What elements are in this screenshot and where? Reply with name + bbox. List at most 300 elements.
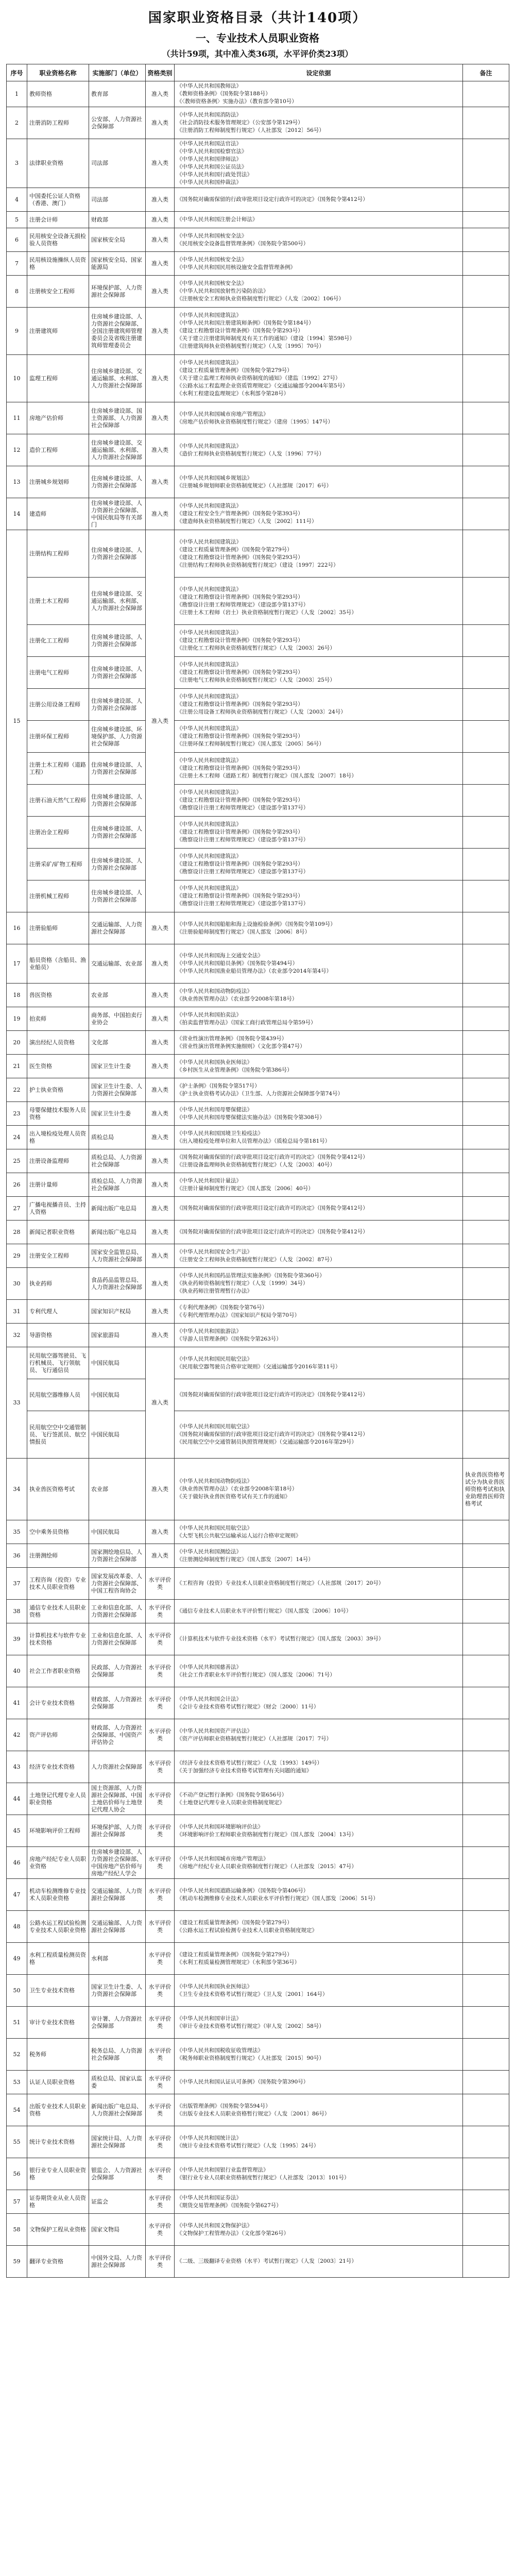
basis-cell	[175, 657, 463, 689]
basis-line: 《教师资格条例》（国务院令第188号）	[177, 91, 271, 97]
table-row	[7, 1244, 509, 1268]
basis-cell	[175, 2071, 463, 2094]
basis-line: 《环境影响评价工程师职业资格制度暂行规定》（国人部发〔2004〕13号）	[177, 1831, 357, 1838]
qualification-name: 拍卖师	[27, 1007, 89, 1031]
implementing-dept: 新闻出版广电总局	[89, 1197, 146, 1221]
basis-line: 《勘察设计注册工程师管理规定》（建设部令第137号）	[177, 869, 309, 875]
note-cell	[463, 944, 509, 984]
basis-line: 《建设工程勘察设计管理条例》（国务院令第293号）	[177, 701, 303, 707]
implementing-dept: 教育部	[89, 81, 146, 107]
row-number: 54	[7, 2094, 27, 2126]
implementing-dept: 交通运输部、人力资源社会保障部	[89, 1911, 146, 1943]
basis-cell	[175, 498, 463, 530]
qualification-name: 兽医资格	[27, 984, 89, 1007]
implementing-dept: 住房城乡建设部、人力资源社会保障部	[89, 817, 146, 849]
basis-line: 《中华人民共和国渔业船员管理办法》（农业部令2014年第4号）	[177, 968, 332, 974]
row-number: 53	[7, 2071, 27, 2094]
note-cell	[463, 1411, 509, 1459]
basis-line: 《统计专业技术资格考试暂行规定》（人发〔1995〕24号）	[177, 2142, 319, 2149]
qualification-name: 建造师	[27, 498, 89, 530]
row-number: 21	[7, 1055, 27, 1078]
table-row	[7, 2039, 509, 2071]
basis-line: 《勘察设计注册工程师管理规定》（建设部令第137号）	[177, 805, 309, 811]
basis-line: 《中华人民共和国银行业监督管理法》	[177, 2166, 269, 2173]
basis-line: 《勘察设计注册工程师管理规定》（建设部令第137号）	[177, 837, 309, 843]
basis-line: 《建设工程质量管理条例》（国务院令第279号）	[177, 1919, 293, 1926]
basis-cell	[175, 1324, 463, 1347]
basis-cell	[175, 1751, 463, 1783]
implementing-dept: 农业部	[89, 1459, 146, 1520]
basis-line: 《中华人民共和国行政处罚法》	[177, 172, 252, 178]
note-cell	[463, 1347, 509, 1379]
note-cell	[463, 1943, 509, 1975]
basis-line: 《工程咨询（投资）专业技术人员职业资格制度暂行规定》（人社部规〔2017〕20号）	[177, 1580, 384, 1586]
qualification-type: 水平评价类	[146, 2094, 175, 2126]
row-number: 38	[7, 1600, 27, 1623]
basis-line: 《执业兽医管理办法》（农业部令2008年第18号）	[177, 1486, 298, 1492]
basis-line: 《中华人民共和国统计法》	[177, 2134, 242, 2141]
table-row	[7, 2246, 509, 2278]
basis-cell	[175, 1783, 463, 1815]
qualification-type: 准入类	[146, 1268, 175, 1300]
row-number: 20	[7, 1031, 27, 1055]
note-cell	[463, 2214, 509, 2246]
qualification-type: 准入类	[146, 308, 175, 355]
note-cell	[463, 530, 509, 578]
basis-line: 《中华人民共和国建筑法》	[177, 630, 242, 636]
implementing-dept: 财政部	[89, 212, 146, 228]
basis-cell	[175, 625, 463, 657]
basis-line: 《经济专业技术资格考试暂行规定》（人发〔1993〕149号）	[177, 1759, 323, 1766]
row-number: 55	[7, 2126, 27, 2158]
table-row	[7, 188, 509, 212]
table-row	[7, 1347, 509, 1379]
note-cell	[463, 81, 509, 107]
basis-line: 《中华人民共和国核安全法》	[177, 256, 247, 263]
basis-cell	[175, 2158, 463, 2190]
qualification-type: 准入类	[146, 1300, 175, 1324]
note-cell	[463, 2039, 509, 2071]
basis-line: 《注册设备监理师执业资格制度暂行规定》（人发〔2003〕40号）	[177, 1161, 335, 1168]
qualification-name: 经济专业技术资格	[27, 1751, 89, 1783]
note-cell	[463, 849, 509, 880]
table-row	[7, 1102, 509, 1126]
implementing-dept: 国家卫生计生委、人力资源社会保障部	[89, 1975, 146, 2007]
row-number: 26	[7, 1173, 27, 1197]
basis-line: 《中华人民共和国船舶和海上设施检验条例》（国务院令第109号）	[177, 921, 336, 927]
basis-cell	[175, 1847, 463, 1879]
basis-line: 《建设工程勘察设计管理条例》（国务院令第293号）	[177, 797, 303, 803]
basis-line: 《注册测绘师制度暂行规定》（国人部发〔2007〕14号）	[177, 1556, 314, 1563]
basis-cell	[175, 1623, 463, 1655]
basis-cell	[175, 466, 463, 498]
table-row	[7, 1520, 509, 1544]
basis-line: 《公路水运工程试验检测专业技术人员职业资格制度规定》	[177, 1927, 317, 1934]
basis-cell	[175, 1568, 463, 1600]
table-row	[7, 1324, 509, 1347]
table-row	[7, 276, 509, 308]
note-cell	[463, 1126, 509, 1149]
basis-cell	[175, 2126, 463, 2158]
qualification-table	[6, 64, 509, 2278]
qualification-type: 准入类	[146, 1197, 175, 1221]
qualification-name: 执业药师	[27, 1268, 89, 1300]
implementing-dept: 国家卫生计生委	[89, 1102, 146, 1126]
implementing-dept: 住房城乡建设部、人力资源社会保障部	[89, 785, 146, 817]
note-cell	[463, 753, 509, 785]
basis-line: 《营业性演出管理条例实施细则》（文化部令第47号）	[177, 1043, 305, 1049]
qualification-name: 环境影响评价工程师	[27, 1815, 89, 1847]
row-number: 4	[7, 188, 27, 212]
row-number: 45	[7, 1815, 27, 1847]
implementing-dept: 国家知识产权局	[89, 1300, 146, 1324]
basis-line: 《不动产登记暂行条例》（国务院令第656号）	[177, 1791, 287, 1798]
qualification-type: 准入类	[146, 1149, 175, 1173]
qualification-type: 准入类	[146, 276, 175, 308]
basis-line: 《卫生专业技术资格考试暂行规定》（卫人发〔2001〕164号）	[177, 1991, 328, 1997]
row-number: 30	[7, 1268, 27, 1300]
basis-cell	[175, 1197, 463, 1221]
row-number: 24	[7, 1126, 27, 1149]
basis-cell	[175, 308, 463, 355]
implementing-dept: 质检总局、国家认监委	[89, 2071, 146, 2094]
implementing-dept: 住房城乡建设部、人力资源社会保障部	[89, 689, 146, 721]
implementing-dept: 国家旅游局	[89, 1324, 146, 1347]
qualification-name: 监理工程师	[27, 355, 89, 402]
basis-line: 《中华人民共和国慈善法》	[177, 1664, 242, 1670]
basis-line: 《中华人民共和国法官法》	[177, 141, 242, 147]
row-number: 49	[7, 1943, 27, 1975]
basis-line: 《注册计量师制度暂行规定》（国人部发〔2006〕40号）	[177, 1185, 314, 1192]
basis-line: 《中华人民共和国仲裁法》	[177, 179, 242, 185]
table-row	[7, 912, 509, 944]
basis-line: 《中华人民共和国民用核设施安全监督管理条例》	[177, 264, 296, 270]
basis-line: 《中华人民共和国执业医师法》	[177, 1059, 252, 1065]
basis-line: 《建设工程质量管理条例》（国务院令第279号）	[177, 367, 293, 374]
table-row	[7, 139, 509, 188]
row-number: 43	[7, 1751, 27, 1783]
qualification-name: 注册土木工程师	[27, 578, 89, 625]
basis-line: 《注册土木工程师（道路工程）制度暂行规定》（国人部发〔2007〕18号）	[177, 773, 357, 779]
qualification-name: 出入境检疫处理人员资格	[27, 1126, 89, 1149]
basis-cell	[175, 1459, 463, 1520]
basis-line: 《税务师职业资格制度暂行规定》（人社部发〔2015〕90号）	[177, 2055, 324, 2061]
implementing-dept: 税务总局、人力资源社会保障部	[89, 2039, 146, 2071]
note-cell	[463, 1078, 509, 1102]
table-row	[7, 252, 509, 276]
basis-line: 《中华人民共和国律师法》	[177, 156, 242, 162]
table-row	[7, 1055, 509, 1078]
basis-line: 《建造师执业资格制度暂行规定》（人发〔2002〕111号）	[177, 518, 317, 524]
qualification-name: 卫生专业技术资格	[27, 1975, 89, 2007]
row-number: 28	[7, 1221, 27, 1244]
implementing-dept: 住房城乡建设部、交通运输部、水利部、人力资源社会保障部	[89, 578, 146, 625]
note-cell	[463, 355, 509, 402]
basis-line: 《审计专业技术资格考试暂行规定》（审人发〔2002〕58号）	[177, 2023, 324, 2029]
basis-cell	[175, 1078, 463, 1102]
note-cell	[463, 1149, 509, 1173]
qualification-name: 法律职业资格	[27, 139, 89, 188]
qualification-name: 注册建筑师	[27, 308, 89, 355]
qualification-type: 水平评价类	[146, 1975, 175, 2007]
basis-line: 《建设工程勘察设计管理条例》（国务院令第293号）	[177, 594, 303, 600]
basis-line: 《中华人民共和国城乡规划法》	[177, 474, 252, 481]
qualification-type: 准入类	[146, 252, 175, 276]
implementing-dept: 国家文物局	[89, 2214, 146, 2246]
basis-cell	[175, 753, 463, 785]
row-number: 46	[7, 1847, 27, 1879]
implementing-dept: 住房城乡建设部、交通运输部、水利部、人力资源社会保障部	[89, 434, 146, 466]
row-number: 3	[7, 139, 27, 188]
table-body	[7, 81, 509, 2278]
table-row	[7, 1623, 509, 1655]
qualification-name: 广播电视播音员、主持人资格	[27, 1197, 89, 1221]
basis-line: 《中华人民共和国建筑法》	[177, 538, 242, 545]
table-row	[7, 1943, 509, 1975]
row-number: 17	[7, 944, 27, 984]
qualification-type: 准入类	[146, 1055, 175, 1078]
qualification-name: 社会工作者职业资格	[27, 1655, 89, 1687]
basis-line: 《勘察设计注册工程师管理规定》（建设部令第137号）	[177, 601, 309, 608]
table-row	[7, 1379, 509, 1411]
note-cell	[463, 1221, 509, 1244]
basis-line: 《注册结构工程师执业资格制度暂行规定》（建设〔1997〕222号）	[177, 562, 339, 568]
qualification-type: 准入类	[146, 1126, 175, 1149]
basis-line: 《中华人民共和国建筑法》	[177, 312, 242, 318]
row-number: 31	[7, 1300, 27, 1324]
note-cell	[463, 1007, 509, 1031]
table-row	[7, 721, 509, 753]
qualification-name: 注册会计师	[27, 212, 89, 228]
qualification-name: 通信专业技术人员职业资格	[27, 1600, 89, 1623]
basis-line: 《中华人民共和国建筑法》	[177, 757, 242, 764]
basis-cell	[175, 1911, 463, 1943]
basis-line: 《中华人民共和国国境卫生检疫法》	[177, 1130, 263, 1137]
qualification-name: 公路水运工程试验检测专业技术人员职业资格	[27, 1911, 89, 1943]
basis-line: 《中华人民共和国环境影响评价法》	[177, 1823, 263, 1830]
table-row	[7, 1687, 509, 1719]
qualification-name: 执业兽医资格考试	[27, 1459, 89, 1520]
basis-cell	[175, 1943, 463, 1975]
implementing-dept: 司法部	[89, 139, 146, 188]
qualification-name: 民用航空器维修人员	[27, 1379, 89, 1411]
note-cell	[463, 1623, 509, 1655]
note-cell	[463, 308, 509, 355]
row-number: 27	[7, 1197, 27, 1221]
basis-cell	[175, 984, 463, 1007]
table-row	[7, 1126, 509, 1149]
basis-line: 《中华人民共和国注册会计师法》	[177, 216, 258, 223]
note-cell	[463, 2126, 509, 2158]
basis-line: 《建设工程勘察设计管理条例》（国务院令第293号）	[177, 637, 303, 643]
basis-line: 《中华人民共和国建筑法》	[177, 853, 242, 859]
basis-cell	[175, 1007, 463, 1031]
note-cell	[463, 1911, 509, 1943]
note-cell	[463, 1975, 509, 2007]
implementing-dept: 环境保护部、人力资源社会保障部	[89, 276, 146, 308]
basis-line: 《房地产经纪专业人员职业资格制度暂行规定》（人社部发〔2015〕47号）	[177, 1863, 357, 1870]
implementing-dept: 住房城乡建设部、人力资源社会保障部	[89, 657, 146, 689]
table-row	[7, 1221, 509, 1244]
qualification-type: 准入类	[146, 1459, 175, 1520]
implementing-dept: 国土资源部、人力资源社会保障部、中国土地估价师与土地登记代理人协会	[89, 1783, 146, 1815]
qualification-name: 护士执业资格	[27, 1078, 89, 1102]
qualification-type: 水平评价类	[146, 1911, 175, 1943]
basis-line: 《建设工程勘察设计管理条例》（国务院令第293号）	[177, 765, 303, 771]
basis-line: 《中华人民共和国建筑法》	[177, 586, 242, 592]
basis-line: 《中华人民共和国建筑法》	[177, 821, 242, 827]
implementing-dept: 交通运输部、人力资源社会保障部	[89, 912, 146, 944]
implementing-dept: 国家卫生计生委	[89, 1055, 146, 1078]
note-cell	[463, 1268, 509, 1300]
basis-line: 《注册土木工程师（岩土）执业资格制度暂行规定》（人发〔2002〕35号）	[177, 609, 357, 616]
implementing-dept: 住房城乡建设部、人力资源社会保障部	[89, 880, 146, 912]
implementing-dept: 银监会、人力资源社会保障部	[89, 2158, 146, 2190]
basis-line: 《中华人民共和国检察官法》	[177, 148, 247, 155]
qualification-type: 水平评价类	[146, 1600, 175, 1623]
table-row	[7, 107, 509, 139]
basis-cell	[175, 402, 463, 434]
basis-line: 《国务院对确需保留的行政审批项目设定行政许可的决定》（国务院令第412号）	[177, 1431, 368, 1437]
basis-cell	[175, 139, 463, 188]
header-type: 资格类别	[146, 64, 175, 81]
basis-cell	[175, 1268, 463, 1300]
row-number: 47	[7, 1879, 27, 1911]
implementing-dept: 中国民航局	[89, 1347, 146, 1379]
basis-line: 《中华人民共和国核安全法》	[177, 232, 247, 239]
qualification-name: 教师资格	[27, 81, 89, 107]
note-cell	[463, 2007, 509, 2039]
basis-cell	[175, 530, 463, 578]
qualification-type: 水平评价类	[146, 2126, 175, 2158]
basis-cell	[175, 1600, 463, 1623]
implementing-dept: 住房城乡建设部、人力资源社会保障部、全国注册建筑师管理委员会及省级注册建筑师管理委员会	[89, 308, 146, 355]
qualification-type: 准入类	[146, 1007, 175, 1031]
table-row	[7, 1149, 509, 1173]
implementing-dept: 食品药品监管总局、人力资源社会保障部	[89, 1268, 146, 1300]
note-cell	[463, 1655, 509, 1687]
qualification-name: 注册消防工程师	[27, 107, 89, 139]
table-row	[7, 2071, 509, 2094]
basis-line: 《注册建筑师执业资格制度暂行规定》（人发〔1995〕70号）	[177, 343, 324, 349]
row-number: 58	[7, 2214, 27, 2246]
implementing-dept: 质检总局	[89, 1126, 146, 1149]
basis-line: 《资产评估师职业资格制度暂行规定》（人社部规〔2017〕7号）	[177, 1735, 332, 1742]
basis-line: 《关于建立注册建筑师制度及有关工作的通知》（建设〔1994〕第598号）	[177, 335, 355, 342]
basis-line: 《中华人民共和国认证认可条例》（国务院令第390号）	[177, 2079, 309, 2085]
basis-line: 《中华人民共和国文物保护法》	[177, 2222, 252, 2229]
implementing-dept: 水利部	[89, 1943, 146, 1975]
note-cell	[463, 2071, 509, 2094]
qualification-name: 机动车检测维修专业技术人员职业资格	[27, 1879, 89, 1911]
basis-line: 《护士条例》（国务院令第517号）	[177, 1082, 260, 1089]
qualification-type: 水平评价类	[146, 2214, 175, 2246]
basis-cell	[175, 2214, 463, 2246]
table-row	[7, 530, 509, 578]
table-row	[7, 1568, 509, 1600]
table-row	[7, 2126, 509, 2158]
basis-line: 《国务院对确需保留的行政审批项目设定行政许可的决定》（国务院令第412号）	[177, 1154, 368, 1160]
table-row	[7, 849, 509, 880]
table-row	[7, 1078, 509, 1102]
basis-line: 《注册化工工程师执业资格制度暂行规定》（人发〔2003〕26号）	[177, 645, 335, 651]
row-number: 41	[7, 1687, 27, 1719]
implementing-dept: 工业和信息化部、人力资源社会保障部	[89, 1600, 146, 1623]
implementing-dept: 住房城乡建设部、国土资源部、人力资源社会保障部	[89, 402, 146, 434]
qualification-name: 注册环保工程师	[27, 721, 89, 753]
note-cell	[463, 188, 509, 212]
basis-line: 《注册公用设备工程师执业资格制度暂行规定》（人发〔2003〕24号）	[177, 709, 346, 715]
qualification-name: 房地产经纪专业人员职业资格	[27, 1847, 89, 1879]
basis-line: 《中华人民共和国资产评估法》	[177, 1727, 252, 1734]
qualification-name: 统计专业技术资格	[27, 2126, 89, 2158]
qualification-name: 翻译专业资格	[27, 2246, 89, 2278]
basis-line: 《造价工程师执业资格制度暂行规定》（人发〔1996〕77号）	[177, 450, 324, 457]
table-row	[7, 1600, 509, 1623]
qualification-name: 土地登记代理专业人员职业资格	[27, 1783, 89, 1815]
basis-cell	[175, 1126, 463, 1149]
basis-line: 《注册城乡规划师职业资格制度规定》（人社部规〔2017〕6号）	[177, 482, 332, 489]
row-number: 52	[7, 2039, 27, 2071]
basis-cell	[175, 434, 463, 466]
note-cell	[463, 1751, 509, 1783]
basis-line: 《关于加强经济专业技术资格考试管理有关问题的通知》	[177, 1767, 312, 1774]
basis-cell	[175, 912, 463, 944]
note-cell	[463, 1031, 509, 1055]
basis-cell	[175, 1244, 463, 1268]
basis-line: 《建设工程安全生产管理条例》（国务院令第393号）	[177, 511, 303, 517]
qualification-type: 水平评价类	[146, 1879, 175, 1911]
basis-cell	[175, 1815, 463, 1847]
row-number: 6	[7, 228, 27, 252]
note-cell	[463, 1244, 509, 1268]
implementing-dept: 国家安全监管总局、人力资源社会保障部	[89, 1244, 146, 1268]
qualification-type: 水平评价类	[146, 1783, 175, 1815]
basis-cell	[175, 355, 463, 402]
note-cell	[463, 984, 509, 1007]
basis-line: 《中华人民共和国注册建筑师条例》（国务院令第184号）	[177, 320, 314, 326]
implementing-dept: 民政部、人力资源社会保障部	[89, 1655, 146, 1687]
basis-cell	[175, 849, 463, 880]
table-row	[7, 944, 509, 984]
row-number: 40	[7, 1655, 27, 1687]
qualification-type: 准入类	[146, 188, 175, 212]
basis-line: 《中华人民共和国民用航空法》	[177, 1423, 252, 1430]
note-cell	[463, 1879, 509, 1911]
basis-line: 《中华人民共和国建筑法》	[177, 885, 242, 891]
qualification-name: 税务师	[27, 2039, 89, 2071]
row-number: 57	[7, 2190, 27, 2214]
qualification-type: 水平评价类	[146, 2158, 175, 2190]
basis-cell	[175, 1687, 463, 1719]
qualification-name: 注册电气工程师	[27, 657, 89, 689]
basis-line: 《国务院对确需保留的行政审批项目设定行政许可的决定》（国务院令第412号）	[177, 1392, 368, 1398]
row-number: 12	[7, 434, 27, 466]
qualification-name: 导游资格	[27, 1324, 89, 1347]
implementing-dept: 交通运输部、人力资源社会保障部	[89, 1879, 146, 1911]
qualification-name: 注册土木工程师（道路工程）	[27, 753, 89, 785]
basis-line: 《公路水运工程监理企业资质管理规定》（交通运输部令2004年第5号）	[177, 383, 348, 389]
qualification-name: 注册设备监理师	[27, 1149, 89, 1173]
qualification-type: 准入类	[146, 402, 175, 434]
basis-cell	[175, 1379, 463, 1411]
note-cell	[463, 578, 509, 625]
note-cell	[463, 1719, 509, 1751]
qualification-name: 中国委托公证人资格（香港、澳门）	[27, 188, 89, 212]
implementing-dept: 证监会	[89, 2190, 146, 2214]
row-number: 18	[7, 984, 27, 1007]
table-row	[7, 1268, 509, 1300]
